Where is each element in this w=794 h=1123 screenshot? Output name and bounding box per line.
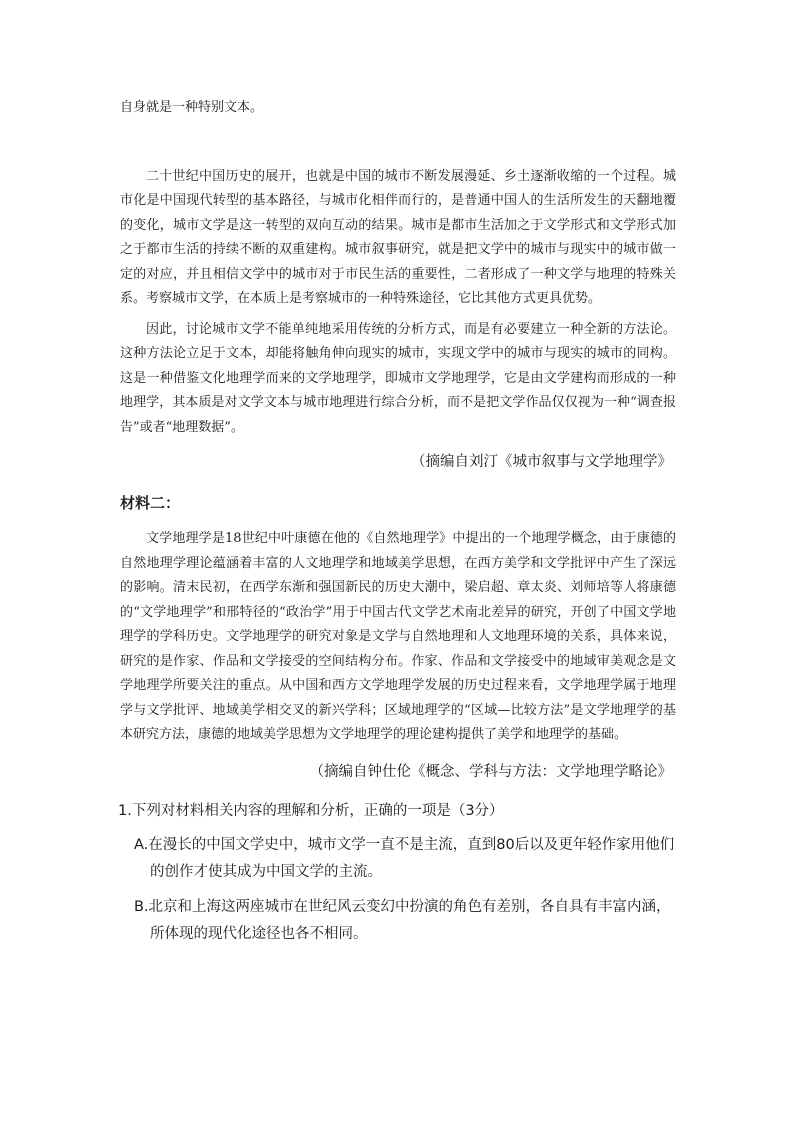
material-two-heading: 材料二： bbox=[120, 494, 181, 512]
opening-line: 自身就是一种特别文本。 bbox=[120, 100, 264, 115]
citation-zhong-shilun: （摘编自钟仕伦《概念、学科与方法：文学地理学略论》 bbox=[309, 763, 672, 780]
citation-liu-ting: （摘编自刘汀《城市叙事与文学地理学》 bbox=[411, 454, 672, 470]
paragraph-city-narrative: 二十世纪中国历史的展开，也就是中国的城市不断发展漫延、乡土逐渐收缩的一个过程。城市化是中国现代转型的基本路径，与城市化相伴而行的，是普通中国人的生活所发生的天翻地覆的变化，城市文学是这一转型的双向互动的结果。城市是都市生活加之于文学形式和文学形式加之于都市生活的持续不断的双重建构。城市叙事研究，就是把文学中的城市与现实中的城市做一定的对应，并且相信文学中的城市对于市民生活的重要性，二者形成了一种文学与地理的特殊关系。考察城市文学，在本质上是考察城市的一种特殊途径，它比其他方式更具优势。 bbox=[120, 168, 676, 306]
paragraph-methodology: 因此，讨论城市文学不能单纯地采用传统的分析方式，而是有必要建立一种全新的方法论。这种方法论立足于文本，却能将触角伸向现实的城市，实现文学中的城市与现实的城市的同构。这是一种借鉴文化地理学而来的文学地理学，即城市文学地理学，它是由文学建构而形成的一种地理学，其本质是对文学文本与城市地理进行综合分析，而不是把文学作品仅仅视为一种“调查报告”或者“地理数据”。 bbox=[120, 321, 676, 435]
option-a[interactable]: A.在漫长的中国文学史中，城市文学一直不是主流，直到80后以及更年轻作家用他们的创作才使其成为中国文学的主流。 bbox=[134, 836, 675, 880]
question-1: 1.下列对材料相关内容的理解和分析，正确的一项是（3分） bbox=[118, 802, 504, 819]
option-b[interactable]: B.北京和上海这两座城市在世纪风云变幻中扮演的角色有差别，各自具有丰富内涵，所体现的现代化途径也各不相同。 bbox=[134, 898, 671, 942]
paragraph-literary-geography: 文学地理学是18世纪中叶康德在他的《自然地理学》中提出的一个地理学概念，由于康德的自然地理学理论蕴涵着丰富的人文地理学和地域美学思想，在西方美学和文学批评中产生了深远的影响。清末民初，在西学东渐和强国新民的历史大潮中，梁启超、章太炎、刘师培等人将康德的“文学地理学”和邢特径的“政治学”用于中国古代文学艺术南北差异的研究，开创了中国文学地理学的学科历史。文学地理学的研究对象是文学与自然地理和人文地理环境的关系，具体来说，研究的是作家、作品和文学接受的空间结构分布。作家、作品和文学接受中的地域审美观念是文学地理学所要关注的重点。从中国和西方文学地理学发展的历史过程来看，文学地理学属于地理学与文学批评、地域美学相交叉的新兴学科；区域地理学的“区域—比较方法”是文学地理学的基本研究方法，康德的地域美学思想为文学地理学的理论建构提供了美学和地理学的基础。 bbox=[120, 531, 676, 742]
document-page bbox=[120, 96, 676, 948]
